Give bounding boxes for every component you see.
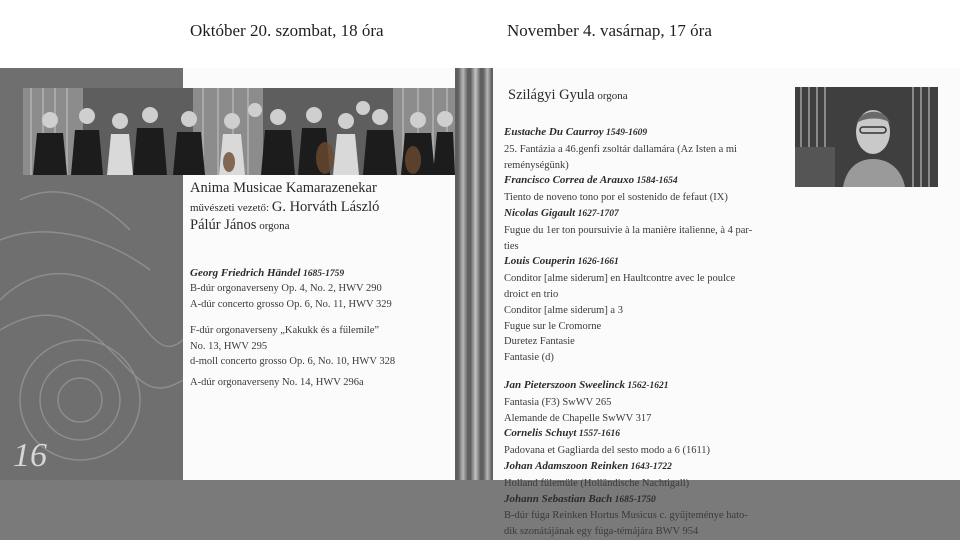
composer-handel [190, 267, 344, 279]
composer-name: Jan Pieterszoon Sweelinck [504, 378, 626, 391]
work-line: B-dúr fúga Reinken Hortus Musicus c. gyűjteménye hato- [504, 510, 748, 522]
composer-line [504, 125, 780, 142]
composer-years: 1685-1759 [300, 269, 345, 279]
work-line: Alemande de Chapelle SwWV 317 [504, 412, 652, 424]
work-line: Fantasie (d) [504, 352, 554, 364]
program-gap [504, 366, 780, 378]
director-name: G. Horváth László [271, 199, 380, 215]
composer-name: Louis Couperin [504, 255, 576, 268]
performer-line [508, 87, 628, 104]
program-item: A-dúr orgonaverseny No. 14, HWV 296a [190, 377, 364, 388]
work-line: reménységünk) [504, 159, 569, 171]
left-concert-date: Október 20. szombat, 18 óra [190, 21, 384, 40]
performer-name: Szilágyi Gyula [508, 87, 595, 103]
composer-years: 1549-1609 [603, 128, 648, 138]
composer-years: 1557-1616 [576, 429, 620, 440]
composer-name: Nicolas Gigault [504, 206, 576, 219]
work-line: Padovana et Gagliarda del sesto modo a 6 (1611) [504, 445, 711, 457]
header-band [0, 0, 960, 68]
work-line: Conditor [alme siderum] en Haultcontre avec le poulce [504, 273, 736, 285]
composer-years: 1685-1750 [612, 494, 656, 505]
work-line: Holland fülemüle (Holländische Nachtigall) [504, 477, 690, 489]
composer-years: 1627-1707 [575, 208, 619, 219]
composer-years: 1562-1621 [625, 380, 669, 391]
director-label: művészeti vezető: [190, 202, 272, 214]
ensemble-photo [23, 88, 455, 175]
composer-name: Cornelis Schuyt [504, 427, 577, 440]
composer-line [504, 426, 780, 443]
work-line: Duretez Fantasie [504, 336, 575, 348]
composer-years: 1643-1722 [628, 461, 672, 472]
work-line: droict en trio [504, 288, 559, 300]
composer-line [504, 254, 780, 271]
program-item: No. 13, HWV 295 [190, 341, 268, 352]
work-line: ties [504, 240, 519, 252]
work-line: dik szonátájának egy fúga-témájára BWV 954 [504, 526, 699, 538]
work-line: Fugue sur le Cromorne [504, 320, 602, 332]
composer-name: Johan Adamszoon Reinken [504, 459, 629, 472]
organist-line [190, 217, 290, 234]
composer-years: 1584-1654 [634, 176, 678, 187]
artistic-director [190, 199, 379, 216]
work-line: Fugue du 1er ton poursuivie à la manière italienne, à 4 par- [504, 224, 753, 236]
composer-line [504, 492, 780, 509]
composer-line [504, 459, 780, 476]
work-line: Conditor [alme siderum] a 3 [504, 304, 623, 316]
composer-name: Francisco Correa de Arauxo [504, 174, 635, 187]
organist-photo [795, 87, 938, 187]
organist-name: Pálúr János [190, 217, 257, 233]
work-line: Fantasia (F3) SwWV 265 [504, 396, 612, 408]
composer-line [504, 173, 780, 190]
program-item: A-dúr concerto grosso Op. 6, No. 11, HWV 329 [190, 299, 392, 310]
program-item: F-dúr orgonaverseny „Kakukk és a fülemile” [190, 325, 380, 336]
program-item: d-moll concerto grosso Op. 6, No. 10, HWV 328 [190, 356, 396, 367]
work-line: 25. Fantázia a 46.genfi zsoltár dallamára (Az Isten a mi [504, 143, 737, 155]
right-program-list [504, 125, 780, 540]
ensemble-name: Anima Musicae Kamarazenekar [190, 180, 377, 196]
page-number: 16 [13, 437, 47, 474]
work-line: Tiento de noveno tono por el sostenido de fefaut (IX) [504, 192, 728, 204]
composer-years: 1626-1661 [575, 257, 619, 268]
composer-name: Johann Sebastian Bach [504, 492, 613, 505]
composer-name: Georg Friedrich Händel [190, 267, 301, 279]
program-item: B-dúr orgonaverseny Op. 4, No. 2, HWV 290 [190, 283, 382, 294]
composer-line [504, 206, 780, 223]
composer-name: Eustache Du Caurroy [504, 126, 604, 138]
performer-role: orgona [594, 90, 628, 102]
right-concert-date: November 4. vasárnap, 17 óra [507, 21, 712, 40]
organist-role: orgona [256, 220, 290, 232]
composer-line [504, 378, 780, 395]
